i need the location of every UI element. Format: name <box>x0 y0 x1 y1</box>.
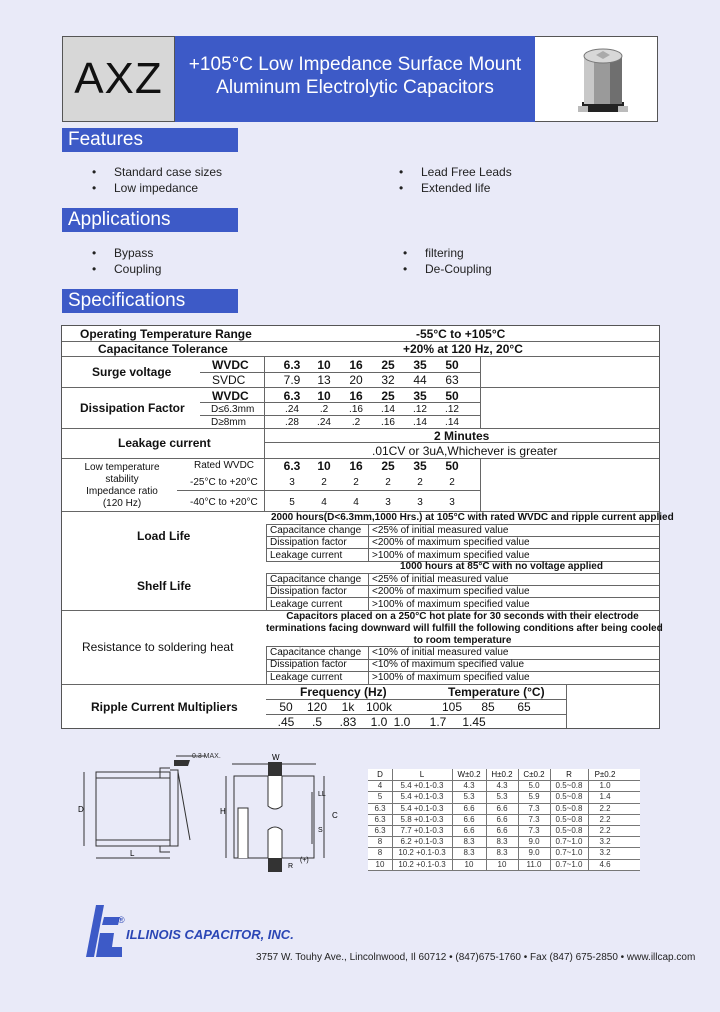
value-cell: .28 <box>285 417 299 428</box>
cap-tol-label: Capacitance Tolerance <box>98 342 228 356</box>
dims-cell: 6.3 <box>374 803 386 813</box>
value-cell: 4 <box>353 497 359 508</box>
application-item: • Coupling <box>114 262 161 276</box>
solder-header-1: Capacitors placed on a 250°C hot plate for 30 seconds with their electrode <box>286 611 639 622</box>
shelf-life-label: Shelf Life <box>137 579 192 593</box>
dims-cell: 6.2 +0.1-0.3 <box>400 837 444 847</box>
dims-cell: 5.3 <box>496 792 508 802</box>
dims-header: C±0.2 <box>523 770 545 779</box>
title-line-1: +105°C Low Impedance Surface Mount <box>188 54 522 75</box>
dimension-drawing <box>66 748 356 873</box>
dims-cell: 6.6 <box>496 826 508 835</box>
df-row2-label: D≥8mm <box>211 417 246 428</box>
dims-cell: 8 <box>377 848 383 858</box>
dims-cell: 0.5~0.8 <box>555 781 583 791</box>
dims-cell: 8 <box>377 837 383 847</box>
value-cell: 50 <box>279 700 293 714</box>
company-name: ILLINOIS CAPACITOR, INC. <box>126 927 294 942</box>
dims-cell: 6.3 <box>374 814 386 824</box>
df-label: Dissipation Factor <box>80 401 185 415</box>
dims-cell: 0.5~0.8 <box>555 803 583 813</box>
value-cell: 1.45 <box>462 715 486 729</box>
value-cell: 10 <box>317 389 331 403</box>
condition-value: >100% of maximum specified value <box>372 598 530 610</box>
dims-cell: 10 <box>497 859 507 869</box>
value-cell: .16 <box>381 417 395 428</box>
value-cell: 35 <box>413 389 427 403</box>
dims-cell: 3.2 <box>599 837 611 847</box>
label-C: C <box>332 811 338 820</box>
value-cell: 3 <box>289 477 295 488</box>
dims-cell: 7.3 <box>528 826 540 835</box>
dims-cell: 8.3 <box>463 837 475 847</box>
condition-value: >100% of maximum specified value <box>372 671 530 683</box>
company-logo-icon <box>82 903 122 957</box>
low-temp-label-2: stability <box>105 474 139 485</box>
dims-cell: 3.2 <box>599 848 611 858</box>
low-temp-label-1: Low temperature <box>84 462 160 473</box>
dims-cell: 7.3 <box>528 803 540 813</box>
dims-cell: 5.4 +0.1-0.3 <box>400 781 444 791</box>
feature-item: • Extended life <box>421 181 490 195</box>
dims-cell: 0.7~1.0 <box>555 848 583 858</box>
specifications-heading: Specifications <box>62 289 238 313</box>
leakage-value: .01CV or 3uA,Whichever is greater <box>372 444 558 458</box>
dims-cell: 5.8 +0.1-0.3 <box>400 814 444 824</box>
dims-cell: 4 <box>377 781 383 791</box>
leakage-label: Leakage current <box>118 436 211 450</box>
dims-cell: 4.3 <box>463 781 475 791</box>
condition-value: <25% of initial measured value <box>372 525 509 536</box>
value-cell: 3 <box>417 497 423 508</box>
low-temp-row1-label: -25°C to +20°C <box>190 477 258 488</box>
features-heading: Features <box>62 128 238 152</box>
dims-cell: 11.0 <box>526 859 542 869</box>
load-life-label: Load Life <box>137 529 191 543</box>
value-cell: 50 <box>445 358 459 372</box>
dims-cell: 0.5~0.8 <box>555 792 583 802</box>
dims-cell: 5.4 +0.1-0.3 <box>400 803 444 813</box>
feature-item: • Standard case sizes <box>114 165 222 179</box>
label-D: D <box>78 805 84 814</box>
surge-wvdc-label: WVDC <box>212 358 249 372</box>
capacitor-image <box>576 44 630 116</box>
value-cell: 6.3 <box>283 389 301 403</box>
condition-label: Capacitance change <box>270 525 362 536</box>
value-cell: 50 <box>445 459 459 473</box>
condition-value: <10% of initial measured value <box>372 647 509 658</box>
value-cell: 85 <box>481 700 495 714</box>
dimensions-table <box>368 769 640 870</box>
label-LL: LL <box>318 791 326 798</box>
value-cell: .12 <box>413 404 427 415</box>
value-cell: .2 <box>351 417 361 428</box>
value-cell: 3 <box>449 497 455 508</box>
dims-cell: 4.6 <box>599 859 611 869</box>
condition-value: <200% of maximum specified value <box>372 586 530 598</box>
dims-cell: 7.7 +0.1-0.3 <box>400 826 444 835</box>
dims-cell: 6.6 <box>496 803 508 813</box>
value-cell: 25 <box>381 459 395 473</box>
surge-svdc-label: SVDC <box>212 373 246 387</box>
value-cell: 4 <box>321 497 327 508</box>
dims-header: H±0.2 <box>491 770 513 779</box>
df-row1-label: D≤6.3mm <box>211 404 255 415</box>
product-title <box>175 36 535 122</box>
value-cell: 2 <box>417 477 423 488</box>
condition-label: Capacitance change <box>270 574 362 585</box>
condition-value: <25% of initial measured value <box>372 574 509 585</box>
value-cell: 6.3 <box>283 358 301 372</box>
value-cell: .45 <box>277 715 295 729</box>
condition-label: Leakage current <box>270 598 343 610</box>
dims-cell: 10 <box>375 859 385 869</box>
applications-heading: Applications <box>62 208 238 232</box>
title-line-2: Aluminum Electrolytic Capacitors <box>216 77 494 98</box>
condition-label: Capacitance change <box>270 647 362 658</box>
value-cell: 2 <box>449 477 455 488</box>
value-cell: .24 <box>285 404 299 415</box>
label-R: R <box>288 863 294 870</box>
dims-cell: 5 <box>377 792 383 802</box>
op-temp-label: Operating Temperature Range <box>80 327 252 341</box>
label-H: H <box>220 807 226 816</box>
value-cell: 50 <box>445 389 459 403</box>
label-W: W <box>272 753 280 762</box>
value-cell: 63 <box>445 373 459 387</box>
op-temp-value: -55°C to +105°C <box>416 327 506 341</box>
value-cell: .12 <box>445 404 459 415</box>
dims-cell: 9.0 <box>528 848 540 858</box>
dims-cell: 5.3 <box>463 792 475 802</box>
dims-cell: 4.3 <box>496 781 508 791</box>
dims-cell: 0.5~0.8 <box>555 814 583 824</box>
dims-cell: 1.0 <box>599 781 611 791</box>
value-cell: 13 <box>317 373 331 387</box>
condition-value: <200% of maximum specified value <box>372 537 530 549</box>
low-temp-row2-label: -40°C to +20°C <box>190 497 258 508</box>
ripple-label: Ripple Current Multipliers <box>91 700 238 714</box>
value-cell: 32 <box>381 373 395 387</box>
dims-header: R <box>566 770 572 779</box>
surge-label: Surge voltage <box>92 365 172 379</box>
dims-header: L <box>419 770 425 779</box>
dims-cell: 10 <box>464 859 474 869</box>
dims-cell: 0.7~1.0 <box>555 859 583 869</box>
dims-cell: 0.5~0.8 <box>555 826 583 835</box>
label-L: L <box>130 849 135 858</box>
dims-cell: 6.6 <box>463 803 475 813</box>
dims-header: P±0.2 <box>594 770 616 779</box>
dims-cell: 7.3 <box>528 814 540 824</box>
label-S: S <box>318 827 323 834</box>
leakage-time: 2 Minutes <box>434 429 490 443</box>
dims-cell: 6.6 <box>496 814 508 824</box>
value-cell: 7.9 <box>283 373 301 387</box>
value-cell: 16 <box>349 459 363 473</box>
value-cell: 2 <box>321 477 327 488</box>
value-cell: 1.0 <box>393 715 411 729</box>
value-cell: 2 <box>385 477 391 488</box>
value-cell: 120 <box>306 700 328 714</box>
value-cell: 35 <box>413 358 427 372</box>
condition-value: >100% of maximum specified value <box>372 549 530 561</box>
value-cell: 5 <box>289 497 295 508</box>
df-wvdc-label: WVDC <box>212 389 249 403</box>
condition-label: Leakage current <box>270 671 343 683</box>
condition-label: Dissipation factor <box>270 659 347 671</box>
value-cell: .16 <box>349 404 363 415</box>
dims-cell: 5.0 <box>528 781 540 791</box>
value-cell: 3 <box>385 497 391 508</box>
specifications-table <box>61 325 674 729</box>
shelf-life-header: 1000 hours at 85°C with no voltage applied <box>400 561 603 572</box>
dims-cell: 8.3 <box>496 848 508 858</box>
model-name: AXZ <box>62 36 175 122</box>
value-cell: 25 <box>381 389 395 403</box>
value-cell: .5 <box>311 715 322 729</box>
cap-tol-value: +20% at 120 Hz, 20°C <box>403 342 523 356</box>
value-cell: 2 <box>353 477 359 488</box>
value-cell: 100k <box>365 700 393 714</box>
value-cell: 20 <box>349 373 363 387</box>
condition-label: Dissipation factor <box>270 537 347 549</box>
application-item: • Bypass <box>114 246 153 260</box>
value-cell: .14 <box>413 417 427 428</box>
mark-03: 0.3 MAX. <box>192 753 221 760</box>
low-temp-label-4: (120 Hz) <box>102 498 142 509</box>
value-cell: 35 <box>413 459 427 473</box>
dims-cell: 5.9 <box>528 792 540 802</box>
low-temp-rated-label: Rated WVDC <box>194 460 255 471</box>
value-cell: .24 <box>317 417 331 428</box>
dims-cell: 8.3 <box>463 848 475 858</box>
dims-cell: 1.4 <box>599 792 611 802</box>
dims-cell: 6.6 <box>463 826 475 835</box>
solder-header-2: terminations facing downward will fulfill the following conditions after being cooled <box>266 623 663 634</box>
value-cell: 10 <box>317 358 331 372</box>
label-plus: (+) <box>300 857 309 864</box>
value-cell: 10 <box>317 459 331 473</box>
dims-cell: 2.2 <box>599 826 611 835</box>
dims-cell: 5.4 +0.1-0.3 <box>400 792 444 802</box>
value-cell: 16 <box>349 358 363 372</box>
ripple-freq-label: Frequency (Hz) <box>300 685 387 699</box>
dims-header: D <box>377 770 383 779</box>
dims-cell: 10.2 +0.1-0.3 <box>398 859 446 869</box>
condition-label: Dissipation factor <box>270 586 347 598</box>
value-cell: .83 <box>339 715 357 729</box>
dims-cell: 10.2 +0.1-0.3 <box>398 848 446 858</box>
company-address: 3757 W. Touhy Ave., Lincolnwood, Il 60712 • (847)675-1760 • Fax (847) 675-2850 • www.illcap.com <box>256 952 696 963</box>
value-cell: 1k <box>341 700 355 714</box>
value-cell: 1.0 <box>370 715 388 729</box>
dims-cell: 6.6 <box>463 814 475 824</box>
value-cell: 65 <box>517 700 531 714</box>
value-cell: 25 <box>381 358 395 372</box>
value-cell: 6.3 <box>283 459 301 473</box>
dims-cell: 6.3 <box>374 826 386 835</box>
value-cell: .2 <box>319 404 329 415</box>
feature-item: • Low impedance <box>114 181 198 195</box>
value-cell: .14 <box>381 404 395 415</box>
condition-value: <10% of maximum specified value <box>372 659 525 671</box>
dims-cell: 2.2 <box>599 814 611 824</box>
solder-label: Resistance to soldering heat <box>82 640 234 654</box>
value-cell: 44 <box>413 373 427 387</box>
registered-mark: ® <box>118 915 125 925</box>
application-item: • De-Coupling <box>425 262 492 276</box>
ripple-temp-label: Temperature (°C) <box>448 685 545 699</box>
value-cell: 16 <box>349 389 363 403</box>
low-temp-label-3: Impedance ratio <box>86 486 158 497</box>
dims-header: W±0.2 <box>457 770 481 779</box>
value-cell: 105 <box>441 700 463 714</box>
dims-cell: 0.7~1.0 <box>555 837 583 847</box>
dims-cell: 9.0 <box>528 837 540 847</box>
condition-label: Leakage current <box>270 549 343 561</box>
dims-cell: 8.3 <box>496 837 508 847</box>
feature-item: • Lead Free Leads <box>421 165 512 179</box>
value-cell: 1.7 <box>429 715 447 729</box>
load-life-header: 2000 hours(D<6.3mm,1000 Hrs.) at 105°C with rated WVDC and ripple current applied <box>271 512 674 523</box>
dims-cell: 2.2 <box>599 803 611 813</box>
solder-header-3: to room temperature <box>413 635 512 646</box>
application-item: • filtering <box>425 246 464 260</box>
value-cell: .14 <box>445 417 459 428</box>
